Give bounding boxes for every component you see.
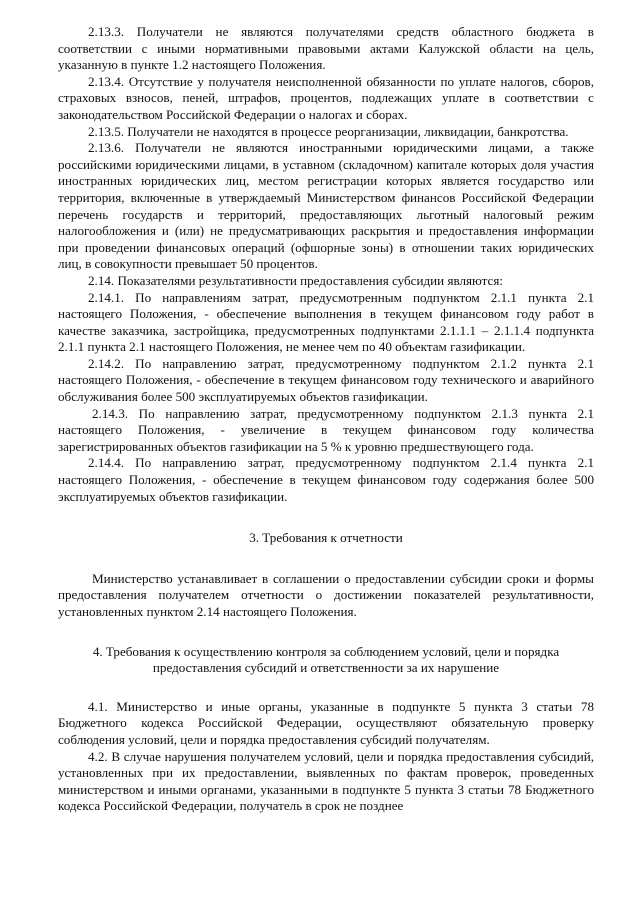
clause-4-2: 4.2. В случае нарушения получателем условий, цели и порядка предоставления субсидий, установленных при их предоставлении, выявленных по фактам проверок, проведенных министерством и иными органами, указанными в подпункте 5 пункта 3 статьи 78 Бюджетного кодекса Российской Федерации, получатель в срок не позднее [58,748,594,814]
clause-2-14-3: 2.14.3. По направлению затрат, предусмотренному подпунктом 2.1.3 пункта 2.1 настоящего Положения, - увеличение в текущем финансовом году количества зарегистрированных объектов газификации на 5 % к уровню предшествующего года. [58,405,594,454]
clause-2-14: 2.14. Показателями результативности предоставления субсидии являются: [88,272,503,288]
clause-2-13-6: 2.13.6. Получатели не являются иностранными юридическими лицами, а также российскими юридическими лицами, в уставном (складочном) капитале которых доля участия иностранных юридических лиц, местом регистрации которых является государство или территория, включенные в утверждаемый Министерством финансов Российской Федерации перечень государств и территорий, предоставляющих льготный налоговый режим налогообложения и (или) не предусматривающих раскрытия и предоставления информации при проведении финансовых операций (офшорные зоны) в отношении таких юридических лиц, в совокупности превышает 50 процентов. [58,140,594,272]
clause-2-14-1: 2.14.1. По направлениям затрат, предусмотренным подпунктом 2.1.1 пункта 2.1 настоящего Положения, - обеспечение выполнения в текущем финансовом году работ в качестве заказчика, застройщика, предусмотренных подпунктами 2.1.1.1 – 2.1.1.4 подпункта 2.1.1 пункта 2.1 настоящего Положения, не менее чем по 40 объектам газификации. [58,289,594,355]
clause-4-1: 4.1. Министерство и иные органы, указанные в подпункте 5 пункта 3 статьи 78 Бюджетного кодекса Российской Федерации, осуществляют обязательную проверку соблюдения условий, цели и порядка предоставления субсидий получателям. [58,698,594,747]
clause-2-14-4: 2.14.4. По направлению затрат, предусмотренному подпунктом 2.1.4 пункта 2.1 настоящего Положения, - обеспечение в текущем финансовом году содержания более 500 эксплуатируемых объектов газификации. [58,455,594,504]
clause-2-13-3: 2.13.3. Получатели не являются получателями средств областного бюджета в соответствии с иными нормативными правовыми актами Калужской области на цель, указанную в пункте 1.2 настоящего Положения. [58,24,594,73]
clause-2-13-5: 2.13.5. Получатели не находятся в процессе реорганизации, ликвидации, банкротства. [88,123,569,139]
section-3-paragraph: Министерство устанавливает в соглашении о предоставлении субсидии сроки и формы предоставления получателем отчетности о достижении показателей результативности, установленных пунктом 2.14 настоящего Положения. [58,570,594,619]
section-3-title: 3. Требования к отчетности [249,530,403,546]
document-page [58,24,594,815]
clause-2-13-4: 2.13.4. Отсутствие у получателя неисполненной обязанности по уплате налогов, сборов, страховых взносов, пеней, штрафов, процентов, подлежащих уплате в соответствии с законодательством Российской Федерации о налогах и сборах. [58,73,594,122]
clause-2-14-2: 2.14.2. По направлению затрат, предусмотренному подпунктом 2.1.2 пункта 2.1 настоящего Положения, - обеспечение в текущем финансовом году технического и аварийного обслуживания более 500 эксплуатируемых объектов газификации. [58,355,594,405]
section-4-title: 4. Требования к осуществлению контроля за соблюдением условий, цели и порядка предоставления субсидий и ответственности за их нарушение [92,643,560,676]
